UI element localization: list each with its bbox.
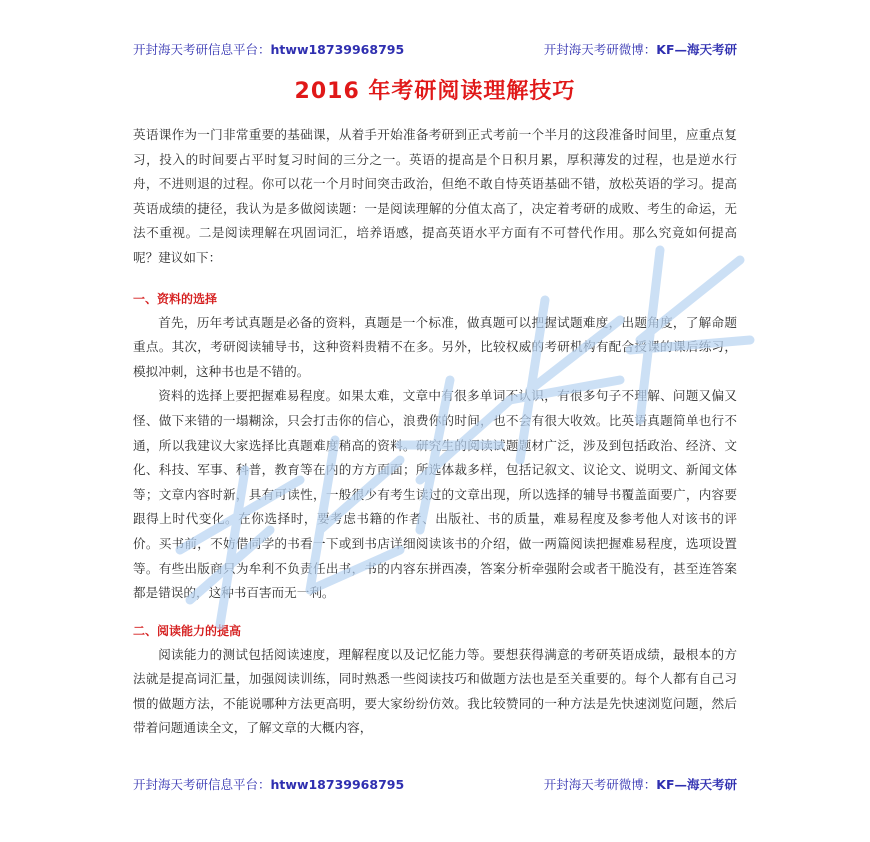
body-paragraph: 资料的选择上要把握难易程度。如果太难，文章中有很多单词不认识，有很多句子不理解、问题又偏又怪、做下来错的一塌糊涂，只会打击你的信心，浪费你的时间，也不会有很大收效。比英语真题简单也行不通，所以我建议大家选择比真题难度稍高的资料。研究生的阅读试题题材广泛，涉及到包括政治、经济、文化、科技、军事、科普，教育等在内的方方面面；所选体裁多样，包括记叙文、议论文、说明文、新闻文体等；文章内容时新，具有可读性，一般很少有考生读过的文章出现，所以选择的辅导书覆盖面要广，内容要跟得上时代变化。在你选择时，要考虑书籍的作者、出版社、书的质量，难易程度及参考他人对该书的评价。买书前，不妨借同学的书看一下或到书店详细阅读该书的介绍，做一两篇阅读把握难易程度，选项设置等。有些出版商只为牟利不负责任出书，书的内容东拼西凑，答案分析牵强附会或者干脆没有，甚至连答案都是错误的，这种书百害而无一利。 <box>133 388 737 601</box>
page-header <box>133 40 737 58</box>
body-paragraph: 阅读能力的测试包括阅读速度，理解程度以及记忆能力等。要想获得满意的考研英语成绩，最根本的方法就是提高词汇量，加强阅读训练，同时熟悉一些阅读技巧和做题方法也是至关重要的。每个人都有自己习惯的做题方法，不能说哪种方法更高明，要大家纷纷仿效。我比较赞同的一种方法是先快速浏览问题，然后带着问题通读全文，了解文章的大概内容， <box>133 646 737 736</box>
page-footer <box>133 775 737 793</box>
footer-right: 开封海天考研微博：KF—海天考研 <box>543 777 737 792</box>
footer-left: 开封海天考研信息平台：htww18739968795 <box>133 777 405 792</box>
header-right: 开封海天考研微博：KF—海天考研 <box>543 42 737 57</box>
body-paragraph: 首先，历年考试真题是必备的资料，真题是一个标准，做真题可以把握试题难度，出题角度，了解命题重点。其次，考研阅读辅导书，这种资料贵精不在多。另外，比较权威的考研机构有配合授课的课后练习，模拟冲刺，这种书也是不错的。 <box>133 314 737 379</box>
section-heading-reading-ability: 二、阅读能力的提高 <box>133 623 242 638</box>
section-heading-materials: 一、资料的选择 <box>133 291 218 306</box>
document-title: 2016 年考研阅读理解技巧 <box>294 79 576 104</box>
intro-paragraph: 英语课作为一门非常重要的基础课，从着手开始准备考研到正式考前一个半月的这段准备时间里，应重点复习，投入的时间要占平时复习时间的三分之一。英语的提高是个日积月累，厚积薄发的过程，也是逆水行舟，不进则退的过程。你可以花一个月时间突击政治，但绝不敢自恃英语基础不错，放松英语的学习。提高英语成绩的捷径，我认为是多做阅读题：一是阅读理解的分值太高了，决定着考研的成败、考生的命运，无法不重视。二是阅读理解在巩固词汇，培养语感，提高英语水平方面有不可替代作用。那么究竟如何提高呢？建议如下： <box>133 127 737 265</box>
document-body <box>133 123 737 741</box>
header-left: 开封海天考研信息平台：htww18739968795 <box>133 42 405 57</box>
